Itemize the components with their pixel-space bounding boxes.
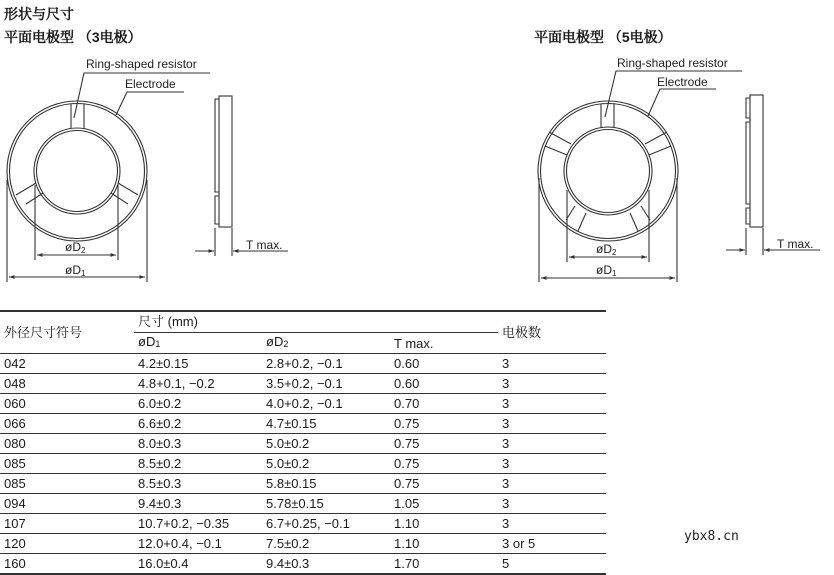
- cell-d1: 9.4±0.3: [134, 494, 262, 514]
- section-title: 形状与尺寸: [4, 6, 74, 22]
- cell-t: 0.60: [390, 354, 498, 374]
- cell-code: 042: [0, 354, 134, 374]
- cell-t: 0.75: [390, 434, 498, 454]
- resistor-label: Ring-shaped resistor: [617, 56, 728, 70]
- table-row: [0, 454, 606, 474]
- cell-d2: 5.0±0.2: [262, 434, 390, 454]
- cell-d2: 9.4±0.3: [262, 554, 390, 575]
- cell-t: 0.75: [390, 474, 498, 494]
- cell-electrodes: 3: [498, 494, 606, 514]
- table-row: [0, 354, 606, 374]
- five-electrode-side-view: [726, 95, 820, 255]
- cell-code: 080: [0, 434, 134, 454]
- cell-d2: 6.7+0.25, −0.1: [262, 514, 390, 534]
- cell-code: 094: [0, 494, 134, 514]
- cell-d1: 10.7+0.2, −0.35: [134, 514, 262, 534]
- header-dimension-group: 尺寸 (mm): [134, 311, 498, 333]
- cell-t: 1.10: [390, 534, 498, 554]
- cell-d2: 7.5±0.2: [262, 534, 390, 554]
- d1-label: øD1: [65, 263, 86, 278]
- header-t: T max.: [394, 335, 434, 351]
- cell-d1: 4.8+0.1, −0.2: [134, 374, 262, 394]
- d2-label: øD2: [596, 242, 617, 257]
- cell-code: 085: [0, 454, 134, 474]
- five-electrode-front-view: [538, 71, 742, 282]
- cell-electrodes: 3 or 5: [498, 534, 606, 554]
- table-row: [0, 554, 606, 575]
- three-electrode-labels: [65, 57, 282, 278]
- cell-code: 048: [0, 374, 134, 394]
- d2-label: øD2: [65, 240, 86, 255]
- header-electrodes: 电极数: [498, 311, 606, 354]
- table-row: [0, 394, 606, 414]
- header-code: 外径尺寸符号: [0, 311, 134, 354]
- watermark: ybx8.cn: [684, 529, 739, 544]
- header-d2: øD2: [266, 334, 289, 349]
- cell-electrodes: 3: [498, 514, 606, 534]
- cell-t: 1.05: [390, 494, 498, 514]
- cell-electrodes: 5: [498, 554, 606, 575]
- cell-code: 085: [0, 474, 134, 494]
- cell-d1: 8.0±0.3: [134, 434, 262, 454]
- cell-t: 0.75: [390, 414, 498, 434]
- cell-t: 1.70: [390, 554, 498, 575]
- cell-d1: 8.5±0.3: [134, 474, 262, 494]
- cell-electrodes: 3: [498, 394, 606, 414]
- three-electrode-side-view: [195, 96, 288, 256]
- cell-electrodes: 3: [498, 354, 606, 374]
- table-row: [0, 514, 606, 534]
- dimensions-table: [0, 310, 606, 575]
- cell-t: 0.70: [390, 394, 498, 414]
- cell-electrodes: 3: [498, 374, 606, 394]
- three-electrode-front-view: [7, 73, 210, 282]
- cell-electrodes: 3: [498, 454, 606, 474]
- cell-t: 1.10: [390, 514, 498, 534]
- cell-electrodes: 3: [498, 414, 606, 434]
- thickness-label: T max.: [777, 237, 814, 251]
- cell-d2: 2.8+0.2, −0.1: [262, 354, 390, 374]
- electrode-label: Electrode: [657, 75, 708, 89]
- cell-d1: 12.0+0.4, −0.1: [134, 534, 262, 554]
- cell-electrodes: 3: [498, 434, 606, 454]
- five-electrode-title: 平面电极型 （5电极）: [534, 29, 672, 45]
- table-row: [0, 494, 606, 514]
- cell-t: 0.75: [390, 454, 498, 474]
- cell-d1: 6.6±0.2: [134, 414, 262, 434]
- cell-d2: 5.0±0.2: [262, 454, 390, 474]
- electrode-label: Electrode: [125, 77, 176, 91]
- thickness-label: T max.: [246, 238, 283, 252]
- table-row: [0, 474, 606, 494]
- cell-d1: 16.0±0.4: [134, 554, 262, 575]
- cell-code: 160: [0, 554, 134, 575]
- cell-d1: 8.5±0.2: [134, 454, 262, 474]
- cell-d2: 3.5+0.2, −0.1: [262, 374, 390, 394]
- cell-code: 060: [0, 394, 134, 414]
- table-row: [0, 434, 606, 454]
- table-row: [0, 414, 606, 434]
- d1-label: øD1: [596, 263, 617, 278]
- cell-d2: 4.0+0.2, −0.1: [262, 394, 390, 414]
- cell-d1: 4.2±0.15: [134, 354, 262, 374]
- cell-electrodes: 3: [498, 474, 606, 494]
- cell-d2: 5.8±0.15: [262, 474, 390, 494]
- cell-code: 066: [0, 414, 134, 434]
- three-electrode-title: 平面电极型 （3电极）: [4, 29, 142, 45]
- cell-code: 107: [0, 514, 134, 534]
- table-row: [0, 374, 606, 394]
- cell-t: 0.60: [390, 374, 498, 394]
- cell-code: 120: [0, 534, 134, 554]
- table-row: [0, 534, 606, 554]
- cell-d1: 6.0±0.2: [134, 394, 262, 414]
- cell-d2: 5.78±0.15: [262, 494, 390, 514]
- cell-d2: 4.7±0.15: [262, 414, 390, 434]
- header-d1: øD1: [138, 334, 161, 349]
- resistor-label: Ring-shaped resistor: [86, 57, 197, 71]
